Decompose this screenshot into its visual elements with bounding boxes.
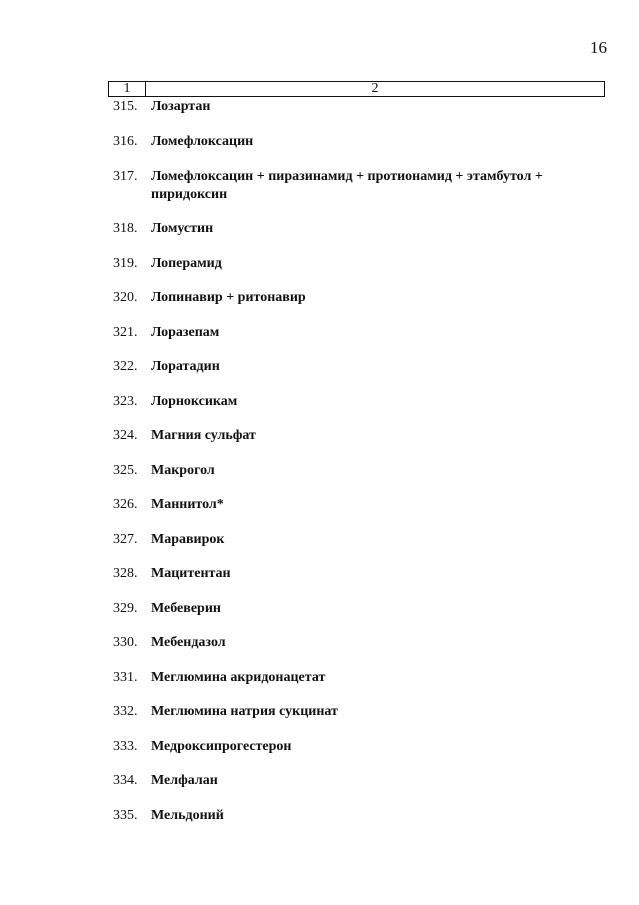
item-number: 329. bbox=[113, 601, 138, 616]
item-name: Мацитентан bbox=[151, 566, 231, 581]
item-number: 324. bbox=[113, 428, 138, 443]
item-name: Мелфалан bbox=[151, 773, 218, 788]
item-name: Лоразепам bbox=[151, 325, 220, 340]
list-item bbox=[113, 462, 604, 480]
item-name: Лоперамид bbox=[151, 256, 222, 271]
list-item bbox=[113, 289, 604, 307]
list-item bbox=[113, 807, 604, 825]
item-number: 316. bbox=[113, 134, 138, 149]
item-name: Мебеверин bbox=[151, 601, 221, 616]
item-name: Маннитол* bbox=[151, 497, 224, 512]
list-item bbox=[113, 98, 604, 116]
list-item bbox=[113, 133, 604, 151]
item-name: Лопинавир + ритонавир bbox=[151, 290, 306, 305]
item-name: Лоратадин bbox=[151, 359, 220, 374]
item-name: Меглюмина акридонацетат bbox=[151, 670, 326, 685]
item-name: Медроксипрогестерон bbox=[151, 739, 292, 754]
list-item bbox=[113, 772, 604, 790]
list-item bbox=[113, 496, 604, 514]
item-number: 318. bbox=[113, 221, 138, 236]
list-item bbox=[113, 634, 604, 652]
item-number: 335. bbox=[113, 808, 138, 823]
item-number: 320. bbox=[113, 290, 138, 305]
list-item bbox=[113, 324, 604, 342]
list-item bbox=[113, 220, 604, 238]
item-number: 326. bbox=[113, 497, 138, 512]
item-name: Ломефлоксацин bbox=[151, 134, 254, 149]
item-name: Маравирок bbox=[151, 532, 225, 547]
table-header bbox=[108, 81, 605, 97]
item-number: 319. bbox=[113, 256, 138, 271]
list-item bbox=[113, 669, 604, 687]
item-number: 330. bbox=[113, 635, 138, 650]
list-item bbox=[113, 738, 604, 756]
item-name: Магния сульфат bbox=[151, 428, 256, 443]
item-name: Лозартан bbox=[151, 99, 211, 114]
item-name: Ломустин bbox=[151, 221, 214, 236]
column-2-header: 2 bbox=[371, 81, 379, 96]
list-item bbox=[113, 255, 604, 273]
page-number: 16 bbox=[590, 38, 607, 57]
item-number: 317. bbox=[113, 169, 138, 184]
item-number: 328. bbox=[113, 566, 138, 581]
item-name: Меглюмина натрия сукцинат bbox=[151, 704, 338, 719]
list-item bbox=[113, 393, 604, 411]
list-item bbox=[113, 168, 604, 204]
list-item bbox=[113, 565, 604, 583]
list-item bbox=[113, 427, 604, 445]
item-number: 327. bbox=[113, 532, 138, 547]
item-number: 321. bbox=[113, 325, 138, 340]
item-number: 331. bbox=[113, 670, 138, 685]
item-number: 325. bbox=[113, 463, 138, 478]
item-name: Мельдоний bbox=[151, 808, 224, 823]
list-item bbox=[113, 600, 604, 618]
list-item bbox=[113, 358, 604, 376]
item-number: 315. bbox=[113, 99, 138, 114]
item-name: Макрогол bbox=[151, 463, 215, 478]
list-item bbox=[113, 531, 604, 549]
item-number: 332. bbox=[113, 704, 138, 719]
list-item bbox=[113, 703, 604, 721]
item-name: Лорноксикам bbox=[151, 394, 238, 409]
item-name: Ломефлоксацин + пиразинамид + протионамид + этамбутол + пиридоксин bbox=[151, 169, 543, 202]
item-number: 333. bbox=[113, 739, 138, 754]
item-number: 323. bbox=[113, 394, 138, 409]
item-name: Мебендазол bbox=[151, 635, 226, 650]
column-1-header: 1 bbox=[109, 82, 146, 96]
item-number: 322. bbox=[113, 359, 138, 374]
item-number: 334. bbox=[113, 773, 138, 788]
